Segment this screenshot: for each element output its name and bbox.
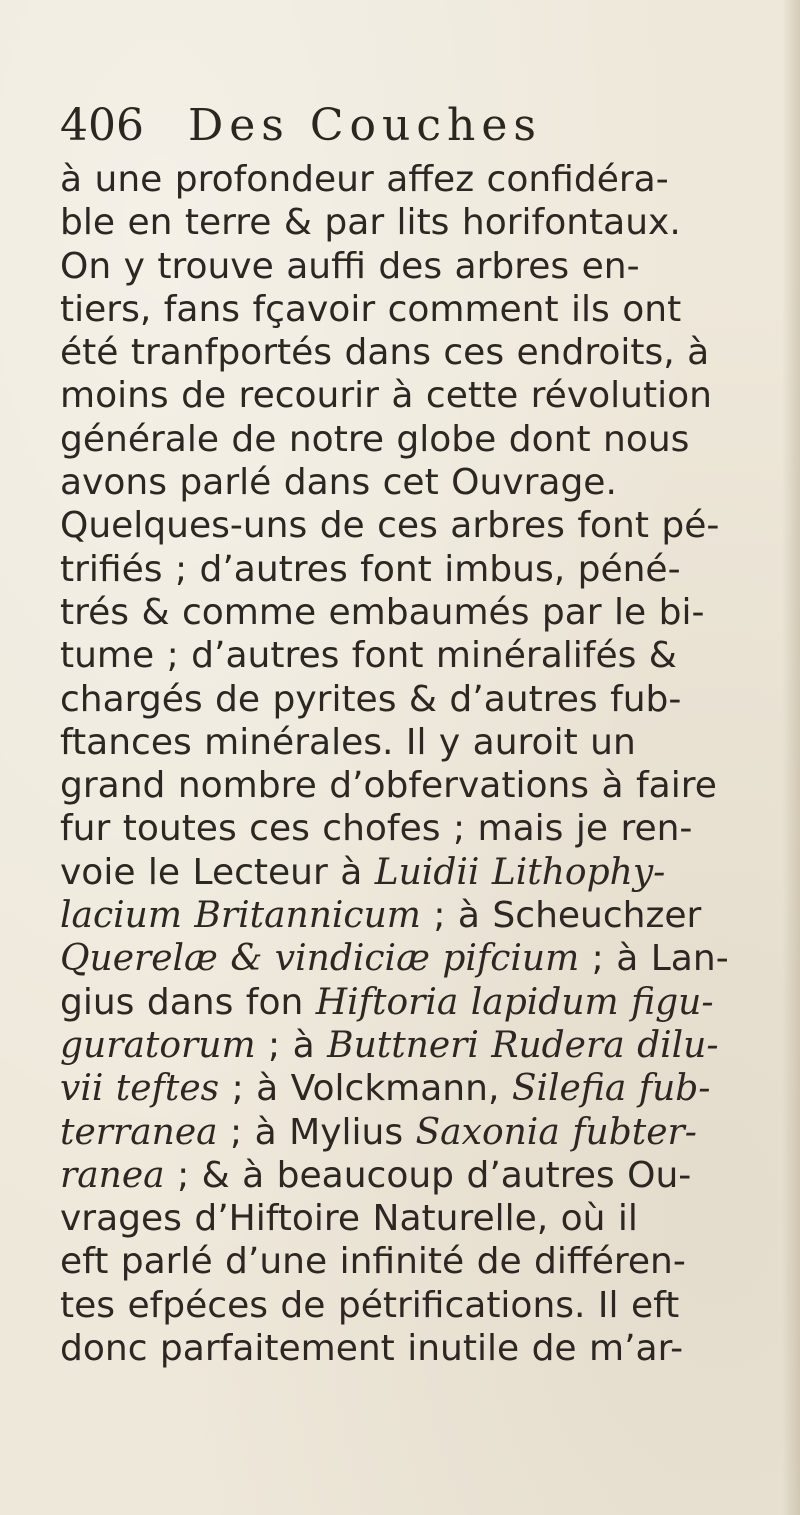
- text-segment: tiers, fans fçavoir comment ils ont: [60, 288, 682, 330]
- text-line: [60, 937, 800, 980]
- italic-title-segment: guratorum: [60, 1024, 256, 1066]
- text-segment: ble en terre & par lits horifontaux.: [60, 202, 681, 244]
- text-line: [60, 1240, 800, 1283]
- text-line: [60, 764, 800, 807]
- text-segment: ; à Scheuchzer: [420, 895, 702, 937]
- text-line: [60, 548, 800, 591]
- text-segment: ; & à beaucoup d’autres Ou-: [164, 1154, 692, 1196]
- text-segment: générale de notre globe dont nous: [60, 418, 690, 460]
- text-segment: tes efpéces de pétrifications. Il eft: [60, 1284, 680, 1326]
- text-segment: ; à Volckmann,: [219, 1068, 512, 1110]
- text-line: [60, 374, 800, 417]
- italic-title-segment: lacium Britannicum: [60, 895, 421, 937]
- text-line: [60, 678, 800, 721]
- italic-title-segment: terranea: [60, 1111, 218, 1153]
- text-line: [60, 201, 800, 244]
- page-number: 406: [60, 100, 144, 151]
- text-line: [60, 418, 800, 461]
- text-line: [60, 1111, 800, 1154]
- body-text: [60, 158, 800, 1370]
- text-line: [60, 894, 800, 937]
- italic-title-segment: Saxonia fubter-: [415, 1111, 697, 1153]
- text-line: [60, 331, 800, 374]
- text-line: [60, 1154, 800, 1197]
- text-line: [60, 1024, 800, 1067]
- text-line: [60, 158, 800, 201]
- italic-title-segment: Querelæ & vindiciæ pifcium: [60, 938, 580, 980]
- text-line: [60, 634, 800, 677]
- text-line: [60, 1327, 800, 1370]
- italic-title-segment: vii teftes: [60, 1068, 220, 1110]
- italic-title-segment: ranea: [60, 1154, 165, 1196]
- text-line: [60, 851, 800, 894]
- text-segment: fur toutes ces chofes ; mais je ren-: [60, 808, 693, 850]
- text-segment: gius dans fon: [60, 981, 316, 1023]
- italic-title-segment: Buttneri Rudera dilu-: [327, 1024, 719, 1066]
- text-segment: avons parlé dans cet Ouvrage.: [60, 462, 617, 504]
- text-segment: vrages d’Hiftoire Naturelle, où il: [60, 1198, 638, 1240]
- text-segment: On y trouve auffi des arbres en-: [60, 245, 640, 287]
- italic-title-segment: Hiftoria lapidum figu-: [315, 981, 714, 1023]
- text-segment: ; à Lan-: [579, 938, 729, 980]
- text-segment: ; à: [255, 1024, 328, 1066]
- text-line: [60, 1284, 800, 1327]
- text-line: [60, 461, 800, 504]
- text-line: [60, 1197, 800, 1240]
- text-segment: trés & comme embaumés par le bi-: [60, 591, 705, 633]
- text-line: [60, 807, 800, 850]
- running-title: Des Couches: [187, 100, 542, 151]
- text-segment: Quelques-uns de ces arbres font pé-: [60, 505, 720, 547]
- text-line: [60, 504, 800, 547]
- text-segment: voie le Lecteur à: [60, 851, 375, 893]
- text-segment: tume ; d’autres font minéralifés &: [60, 635, 677, 677]
- text-segment: à une profondeur affez confidéra-: [60, 159, 669, 200]
- italic-title-segment: Luidii Lithophy-: [374, 851, 666, 893]
- text-line: [60, 1067, 800, 1110]
- text-segment: ftances minérales. Il y auroit un: [60, 721, 636, 763]
- text-line: [60, 245, 800, 288]
- text-line: [60, 288, 800, 331]
- text-segment: trifiés ; d’autres font imbus, péné-: [60, 548, 681, 590]
- text-segment: ; à Mylius: [217, 1111, 416, 1153]
- text-segment: donc parfaitement inutile de m’ar-: [60, 1328, 684, 1370]
- text-segment: chargés de pyrites & d’autres fub-: [60, 678, 682, 720]
- text-line: [60, 721, 800, 764]
- text-segment: été tranfportés dans ces endroits, à: [60, 332, 710, 374]
- text-segment: grand nombre d’obfervations à faire: [60, 765, 717, 807]
- text-segment: moins de recourir à cette révolution: [60, 375, 712, 417]
- italic-title-segment: Silefia fub-: [511, 1068, 711, 1110]
- running-header: [60, 100, 760, 160]
- text-line: [60, 591, 800, 634]
- text-line: [60, 981, 800, 1024]
- text-segment: eft parlé d’une infinité de différen-: [60, 1241, 686, 1283]
